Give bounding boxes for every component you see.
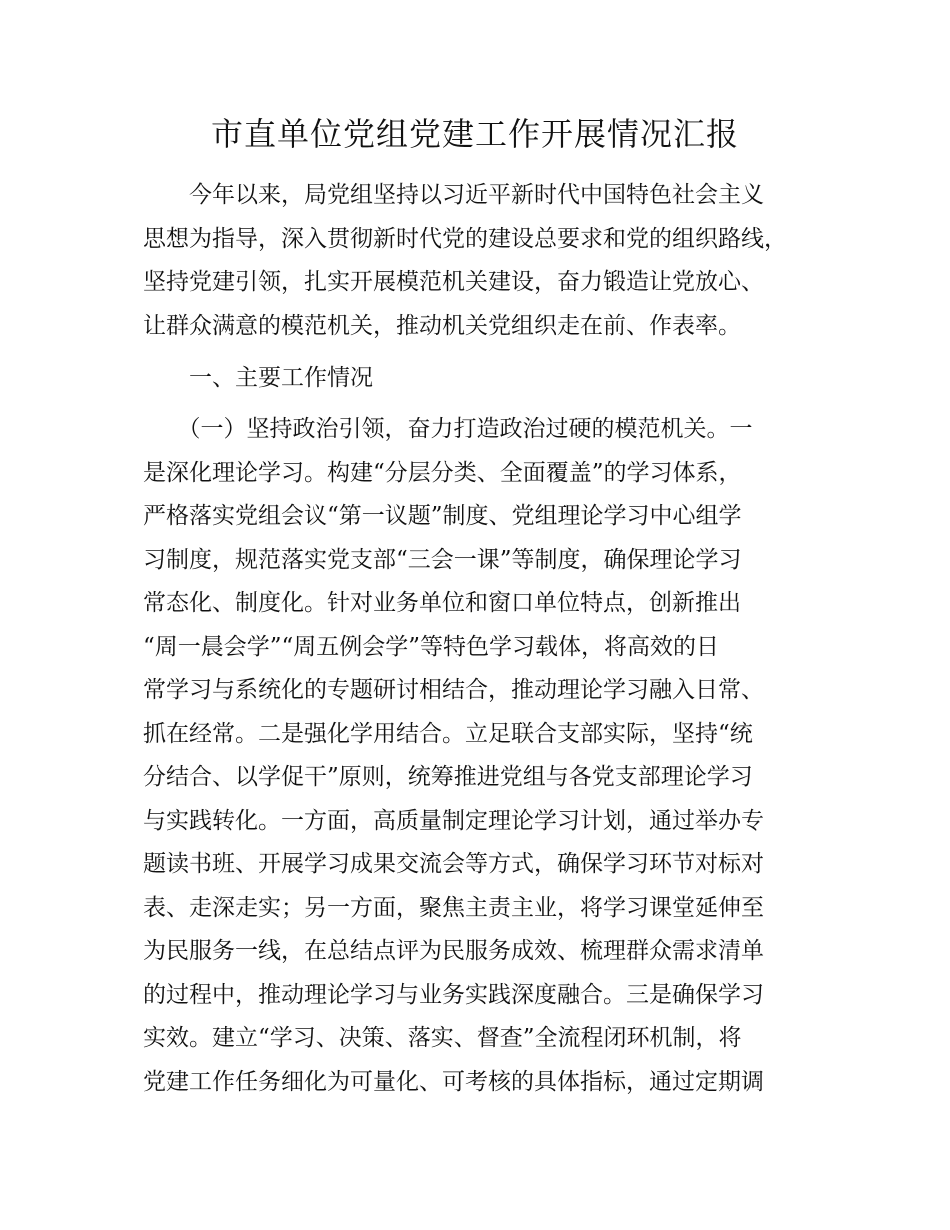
text-line: “周一晨会学”“周五例会学”等特色学习载体，将高效的日 bbox=[143, 633, 720, 660]
text-line: 让群众满意的模范机关，推动机关党组织走在前、作表率。 bbox=[143, 312, 741, 339]
text-line: 思想为指导，深入贯彻新时代党的建设总要求和党的组织路线， bbox=[143, 225, 787, 252]
heading-line: 一、主要工作情况 bbox=[143, 365, 373, 391]
text-line: （一）坚持政治引领，奋力打造政治过硬的模范机关。一 bbox=[143, 416, 753, 442]
text-line: 严格落实党组会议“第一议题”制度、党组理论学习中心组学 bbox=[143, 503, 742, 529]
document-title: 市直单位党组党建工作开展情况汇报 bbox=[210, 115, 739, 153]
text-line: 是深化理论学习。构建“分层分类、全面覆盖”的学习体系， bbox=[143, 459, 742, 486]
text-line: 题读书班、开展学习成果交流会等方式，确保学习环节对标对 bbox=[143, 851, 764, 877]
text-line: 坚持党建引领，扎实开展模范机关建设，奋力锻造让党放心、 bbox=[143, 269, 764, 295]
section-paragraph bbox=[143, 408, 815, 1104]
section-heading bbox=[143, 357, 815, 401]
text-line: 与实践转化。一方面，高质量制定理论学习计划，通过举办专 bbox=[143, 807, 764, 834]
text-line: 实效。建立“学习、决策、落实、督查”全流程闭环机制，将 bbox=[143, 1025, 742, 1051]
text-line: 表、走深走实；另一方面，聚焦主责主业，将学习课堂延伸至 bbox=[143, 894, 764, 921]
text-line: 的过程中，推动理论学习与业务实践深度融合。三是确保学习 bbox=[143, 981, 764, 1008]
text-line: 分结合、以学促干”原则，统筹推进党组与各党支部理论学习 bbox=[143, 764, 753, 790]
text-line: 党建工作任务细化为可量化、可考核的具体指标，通过定期调 bbox=[143, 1068, 764, 1095]
text-line: 抓在经常。二是强化学用结合。立足联合支部实际，坚持“统 bbox=[143, 720, 753, 747]
text-line: 常学习与系统化的专题研讨相结合，推动理论学习融入日常、 bbox=[143, 677, 764, 703]
intro-paragraph bbox=[143, 174, 815, 348]
text-line: 为民服务一线，在总结点评为民服务成效、梳理群众需求清单 bbox=[143, 938, 764, 964]
text-line: 常态化、制度化。针对业务单位和窗口单位特点，创新推出 bbox=[143, 590, 741, 616]
text-line: 习制度，规范落实党支部“三会一课”等制度，确保理论学习 bbox=[143, 546, 742, 573]
text-line: 今年以来，局党组坚持以习近平新时代中国特色社会主义 bbox=[143, 182, 764, 208]
